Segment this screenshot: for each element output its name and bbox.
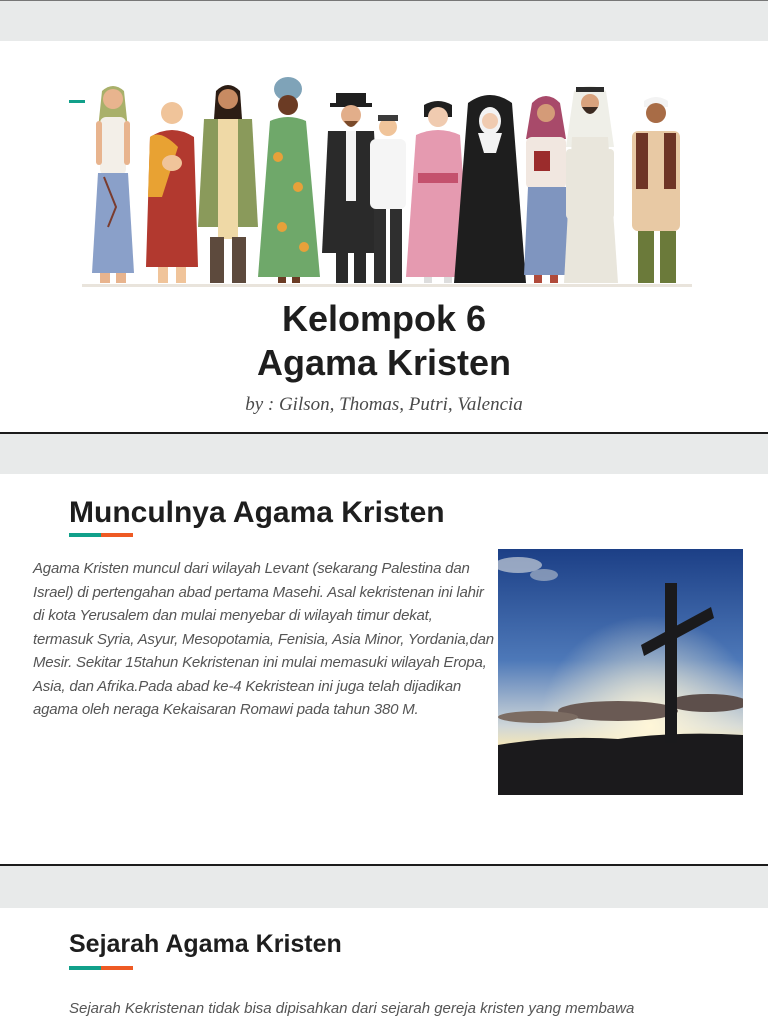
heading-underline	[69, 966, 133, 970]
slide-top-band	[0, 1, 768, 41]
slide-top-band	[0, 434, 768, 474]
slide-paragraph: Sejarah Kekristenan tidak bisa dipisahkan dari sejarah gereja kristen yang membawa	[69, 1000, 635, 1017]
content-slide-history	[0, 864, 768, 1024]
slide-top-band	[0, 866, 768, 908]
title-line-1: Kelompok 6	[281, 298, 487, 339]
author-byline: by : Gilson, Thomas, Putri, Valencia	[245, 394, 523, 415]
content-slide-origin	[0, 432, 768, 866]
title-line-2: Agama Kristen	[256, 342, 512, 383]
presentation-title	[0, 297, 768, 385]
diverse-religions-people-illustration	[82, 77, 692, 289]
heading-underline	[69, 533, 133, 537]
slide-heading: Munculnya Agama Kristen	[69, 496, 445, 529]
cross-sunset-photo	[498, 549, 743, 795]
slide-paragraph: Agama Kristen muncul dari wilayah Levant (sekarang Palestina dan Israel) di pertengahan abad pertama Masehi. Asal kekristenan ini lahir di kota Yerusalem dan mulai menyebar di wilayah timur dekat, termasuk Syria, Asyur, Mesopotamia, Fenisia, Asia Minor, Yordania,dan Mesir. Sekitar 15tahun Kekristenan ini mulai memasuki wilayah Eropa, Asia, dan Afrika.Pada abad ke-4 Kekristean ini juga telah dijadikan agama oleh neraga Kekaisaran Romawi pada tahun 380 M.	[33, 560, 494, 718]
slide-heading: Sejarah Agama Kristen	[69, 930, 342, 958]
title-slide	[0, 0, 768, 434]
